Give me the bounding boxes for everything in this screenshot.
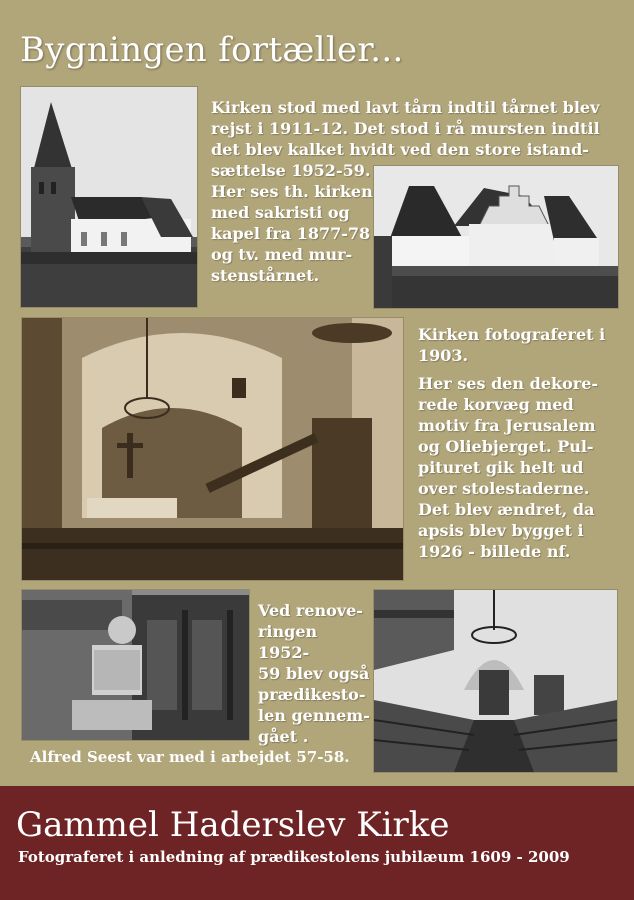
photo-interior-modern [374, 590, 617, 772]
interior-spacer [418, 366, 623, 373]
interior-text [418, 324, 623, 562]
interior-line: pituret gik helt ud [418, 458, 584, 477]
interior-line: Her ses den dekore- [418, 374, 599, 393]
photo-interior-1903 [22, 318, 403, 580]
page-title: Bygningen fortæller... [20, 30, 404, 70]
interior-line: Kirken fotograferet i [418, 325, 606, 344]
intro-line: Kirken stod med lavt tårn indtil tårnet blev [211, 98, 600, 117]
interior-line: motiv fra Jerusalem [418, 416, 596, 435]
intro-line: det blev kalket hvidt ved den store istand- [211, 140, 589, 159]
renovation-line: Ved renove- [258, 601, 363, 620]
intro-line: stenstårnet. [211, 266, 320, 285]
photo-pulpit-restoration [22, 590, 249, 740]
footer-title: Gammel Haderslev Kirke [16, 805, 450, 845]
renovation-text [258, 600, 373, 747]
interior-line: apsis blev bygget i [418, 521, 584, 540]
intro-line: Her ses th. kirken [211, 182, 373, 201]
photo-church-white [374, 166, 618, 308]
footer-subtitle: Fotograferet i anledning af prædikestolens jubilæum 1609 - 2009 [18, 848, 570, 866]
renovation-line: ringen 1952- [258, 622, 318, 662]
intro-line: kapel fra 1877-78 [211, 224, 371, 243]
intro-line: og tv. med mur- [211, 245, 353, 264]
photo-caption: Alfred Seest var med i arbejdet 57-58. [30, 748, 350, 766]
intro-line: sættelse 1952-59. [211, 161, 371, 180]
interior-line: rede korvæg med [418, 395, 574, 414]
interior-line: over stolestaderne. [418, 479, 590, 498]
intro-line: rejst i 1911-12. Det stod i rå mursten indtil [211, 119, 600, 138]
renovation-line: prædikesto- [258, 685, 366, 704]
interior-line: 1926 - billede nf. [418, 542, 571, 561]
interior-line: Det blev ændret, da [418, 500, 595, 519]
renovation-line: len gennem- [258, 706, 370, 725]
interior-line: 1903. [418, 346, 469, 365]
renovation-line: gået . [258, 727, 309, 746]
photo-church-brick-tower [21, 87, 197, 307]
interior-line: og Oliebjerget. Pul- [418, 437, 594, 456]
intro-line: med sakristi og [211, 203, 350, 222]
renovation-line: 59 blev også [258, 664, 370, 683]
